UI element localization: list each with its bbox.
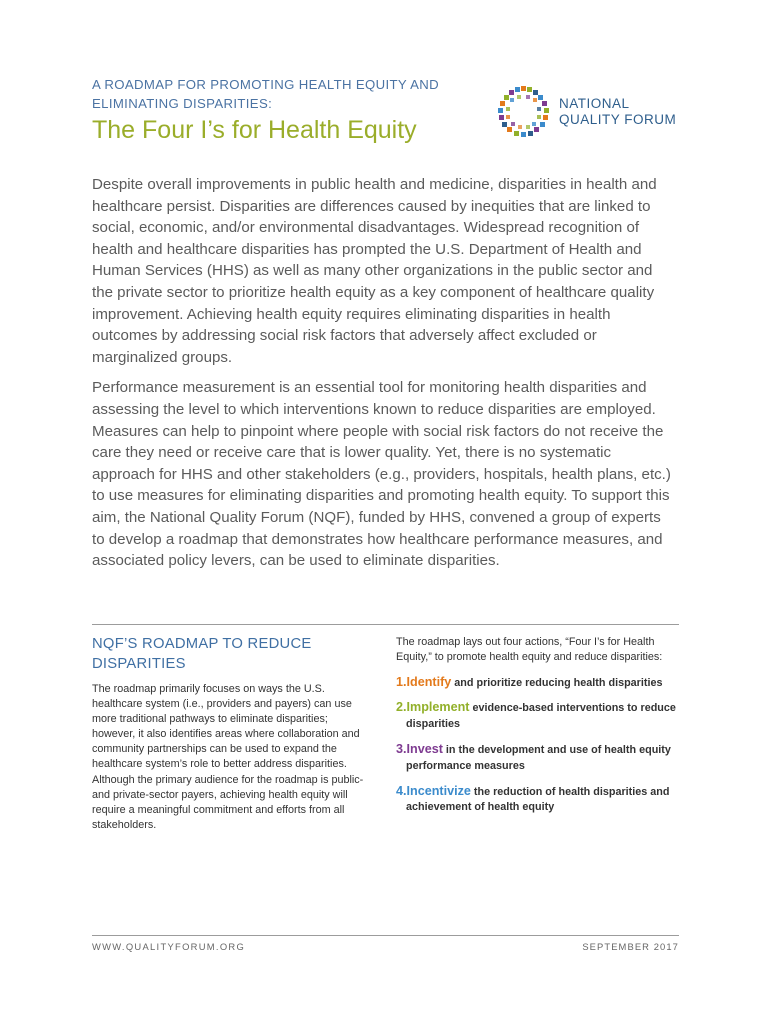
roadmap-section — [92, 635, 364, 833]
section-heading-line-1: NQF’S ROADMAP TO REDUCE — [92, 636, 312, 652]
actions-intro: The roadmap lays out four actions, “Four I’s for Health Equity,” to promote health equity and reduce disparities: — [396, 636, 663, 664]
action-description: evidence-based interventions to reduce disparities — [406, 702, 676, 731]
action-description: in the development and use of health equity performance measures — [406, 743, 671, 772]
action-keyword: Identify — [406, 674, 452, 689]
section-heading-line-2: DISPARITIES — [92, 655, 186, 672]
action-item — [396, 742, 682, 775]
action-number: 3. — [396, 741, 407, 756]
four-is-section — [396, 635, 682, 816]
footer-website-link[interactable]: WWW.QUALITYFORUM.ORG — [92, 941, 246, 952]
header — [92, 76, 472, 145]
kicker-line-1: A ROADMAP FOR PROMOTING HEALTH EQUITY AND — [92, 77, 440, 92]
intro-paragraph-2: Performance measurement is an essential tool for monitoring health disparities and assessing the level to which interventions known to reduce disparities are employed. Measures can help to pinpoint where people with social risk factors do not receive the care they need or receive care that is lower quality. Yet, there is no systematic approach for HHS and other stakeholders (e.g., providers, hospitals, health plans, etc.) to use measures for eliminating disparities and promoting health equity. To support this aim, the National Quality Forum (NQF), funded by HHS, convened a group of experts to develop a roadmap that demonstrates how healthcare performance measures, and associated policy levers, can be used to eliminate disparities. — [92, 379, 671, 570]
action-description: the reduction of health disparities and achievement of health equity — [406, 785, 670, 814]
section-body: The roadmap primarily focuses on ways the U.S. healthcare system (i.e., providers and payers) can use more traditional pathways to eliminate disparities; however, it also identifies areas where collaboration and community partnerships can be used to expand the healthcare system’s role to better address disparities. Although the primary audience for the roadmap is public- and private-sector payers, achieving health equity will require a meaningful commitment and efforts from all stakeholders. — [92, 683, 364, 831]
logo-line-2: QUALITY FORUM — [559, 112, 677, 127]
footer-date: SEPTEMBER 2017 — [582, 941, 679, 952]
mosaic-globe-icon — [497, 85, 551, 139]
section-heading — [92, 635, 364, 674]
intro-text — [92, 174, 674, 581]
action-number: 4. — [396, 783, 407, 798]
action-keyword: Invest — [406, 741, 443, 756]
action-description: and prioritize reducing health disparities — [451, 676, 663, 689]
kicker-line-2: ELIMINATING DISPARITIES: — [92, 95, 273, 111]
section-divider — [92, 624, 679, 625]
footer-divider — [92, 935, 679, 936]
action-keyword: Implement — [406, 700, 470, 715]
logo-line-1: NATIONAL — [559, 96, 630, 111]
action-item — [396, 675, 682, 692]
page-title: The Four I’s for Health Equity — [92, 116, 417, 144]
action-item — [396, 700, 682, 733]
document-kicker — [92, 76, 472, 113]
logo-wordmark — [559, 96, 676, 128]
action-number: 2. — [396, 700, 407, 715]
intro-paragraph-1: Despite overall improvements in public health and medicine, disparities in health and healthcare persist. Disparities are differences caused by inequities that are linked to social, economic, and/or environmental disadvantages. Widespread recognition of health and healthcare disparities has prompted the U.S. Department of Health and Human Services (HHS) as well as many other organizations in the public sector and the private sector to prioritize health equity as a key component of healthcare quality improvement. Achieving health equity requires eliminating disparities in health outcomes by addressing social risk factors that adversely affect excluded or marginalized groups. — [92, 176, 657, 366]
action-keyword: Incentivize — [406, 783, 471, 798]
nqf-logo — [497, 85, 676, 139]
action-item — [396, 784, 682, 817]
action-number: 1. — [396, 674, 407, 689]
